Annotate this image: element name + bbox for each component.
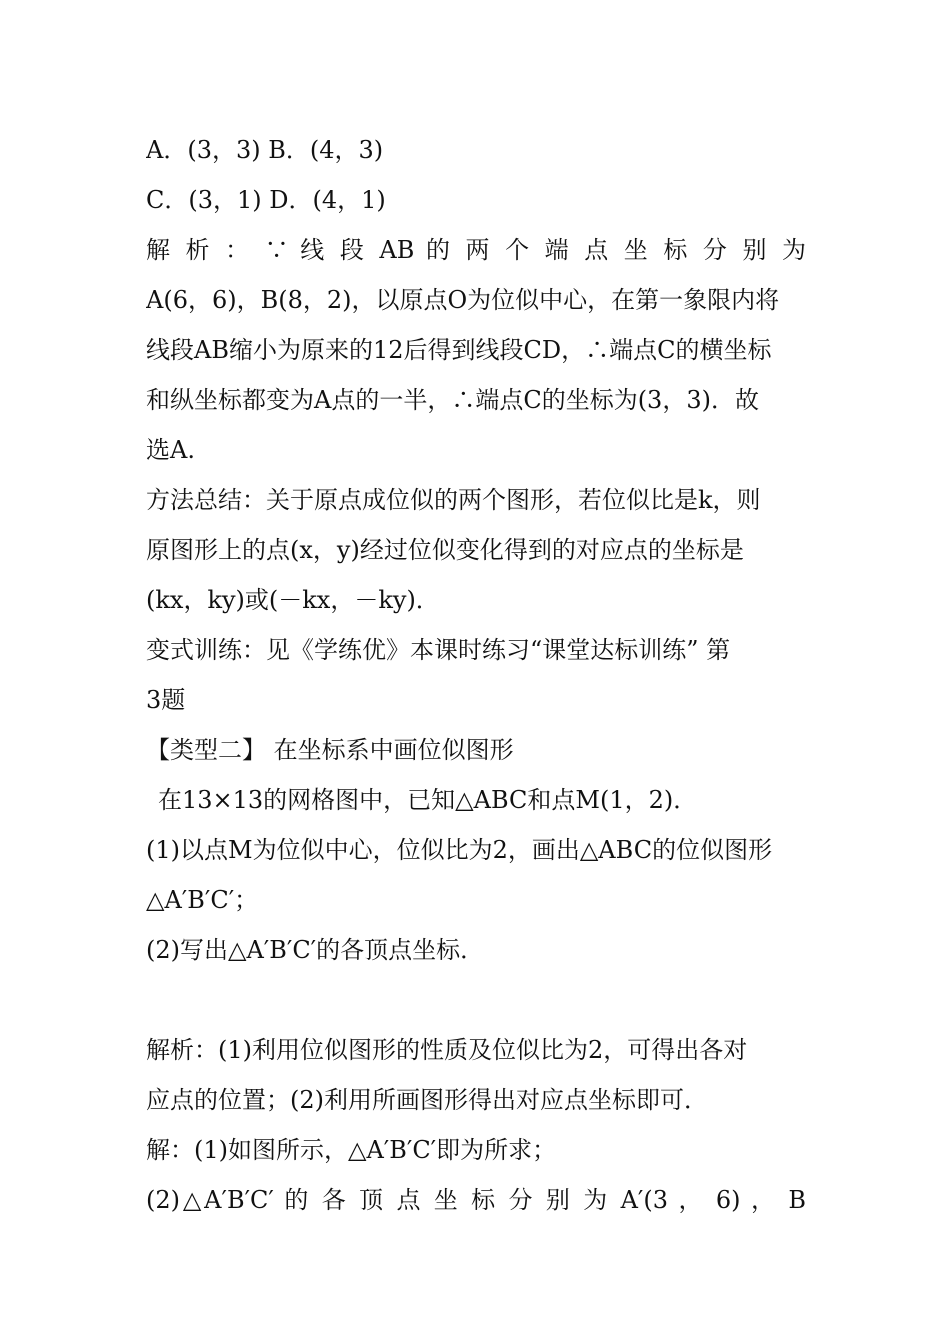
problem-part-1-line-1: (1)以点M为位似中心，位似比为2，画出△ABC的位似图形 xyxy=(146,836,773,864)
analysis-line-3: 线段AB缩小为原来的12后得到线段CD，∴端点C的横坐标 xyxy=(146,336,772,364)
analysis-line-5: 选A. xyxy=(146,436,195,464)
problem-part-1-line-2: △A′B′C′； xyxy=(146,886,259,914)
analysis-line-1: 解 析 ： ∵ 线 段 AB 的 两 个 端 点 坐 标 分 别 为 xyxy=(146,236,806,264)
method-summary-line-1: 方法总结：关于原点成位似的两个图形，若位似比是k，则 xyxy=(146,486,761,514)
choice-line-ab: A．(3，3) B．(4，3) xyxy=(146,136,384,164)
method-summary-line-2: 原图形上的点(x，y)经过位似变化得到的对应点的坐标是 xyxy=(146,536,744,564)
solution-analysis-line-2: 应点的位置；(2)利用所画图形得出对应点坐标即可． xyxy=(146,1086,708,1114)
variant-training-line-1: 变式训练：见《学练优》本课时练习“课堂达标训练” 第 xyxy=(146,636,731,664)
problem-statement: 在13×13的网格图中，已知△ABC和点M(1，2)． xyxy=(158,786,698,814)
analysis-line-2: A(6，6)，B(8，2)，以原点O为位似中心，在第一象限内将 xyxy=(146,286,780,314)
method-summary-line-3: (kx，ky)或(－kx，－ky)． xyxy=(146,586,440,614)
section-heading-type-two: 【类型二】 在坐标系中画位似图形 xyxy=(146,736,514,764)
analysis-line-4: 和纵坐标都变为A点的一半，∴端点C的坐标为(3，3)．故 xyxy=(146,386,759,414)
solution-line-2: (2)△A′B′C′ 的 各 顶 点 坐 标 分 别 为 A′(3 ， 6) ， B xyxy=(146,1186,806,1214)
variant-training-line-2: 3题 xyxy=(146,686,186,714)
problem-part-2: (2)写出△A′B′C′的各顶点坐标． xyxy=(146,936,485,964)
solution-line-1: 解：(1)如图所示，△A′B′C′即为所求； xyxy=(146,1136,557,1164)
solution-analysis-line-1: 解析：(1)利用位似图形的性质及位似比为2，可得出各对 xyxy=(146,1036,748,1064)
choice-line-cd: C．(3，1) D．(4，1) xyxy=(146,186,386,214)
